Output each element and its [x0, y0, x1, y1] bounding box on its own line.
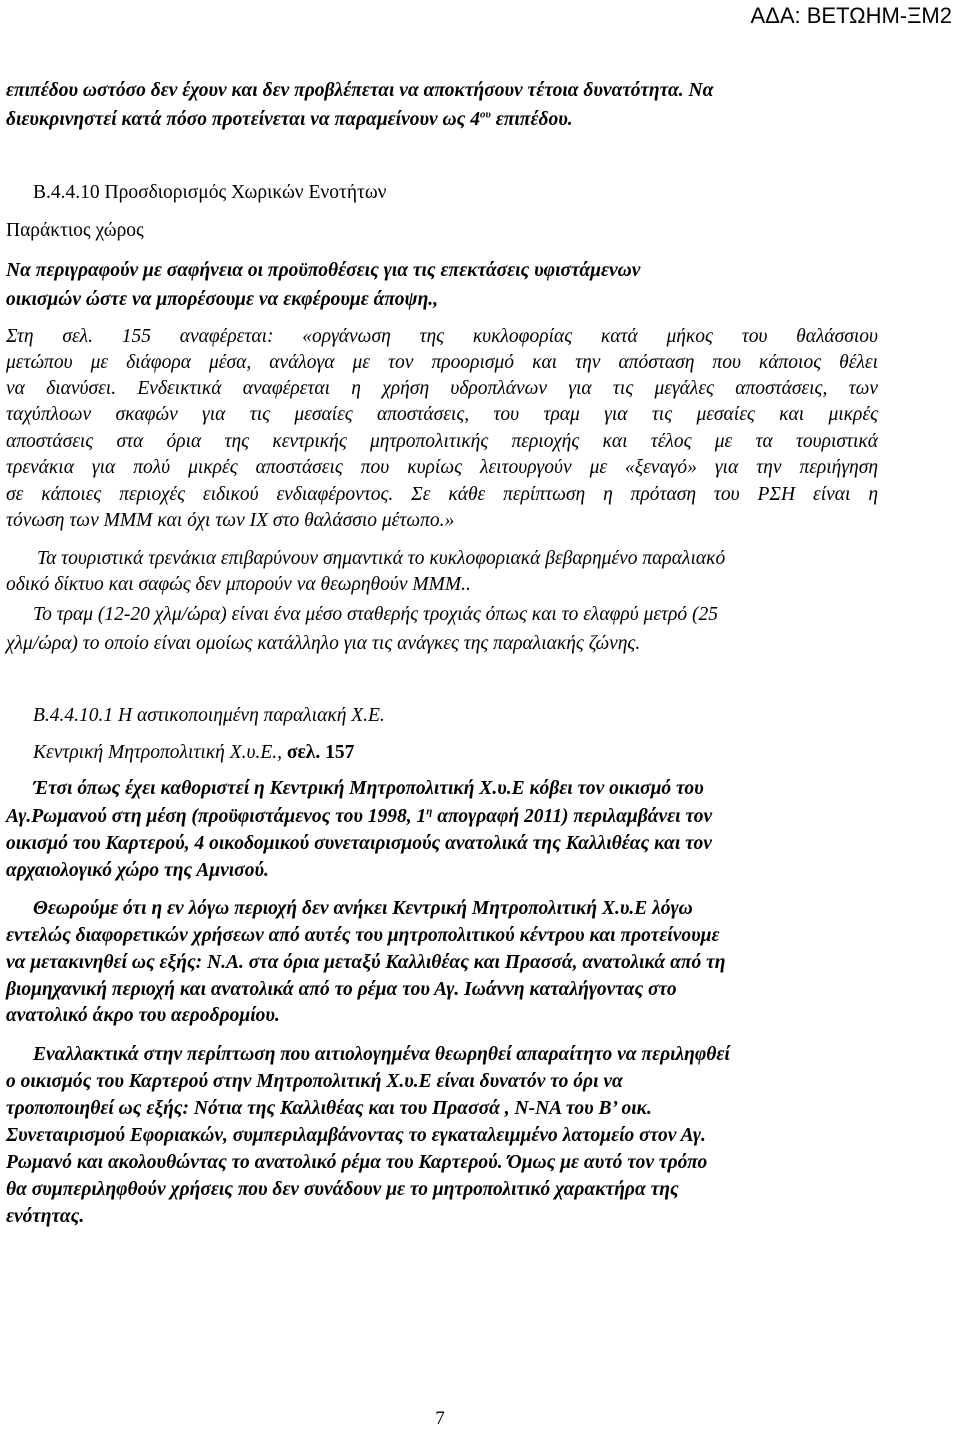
- p2-line-5: αποστάσεις στα όρια της κεντρικής μητροπολιτικής περιοχής και τέλος με τα τουριστικά: [6, 431, 878, 452]
- p5-line-2: Αγ.Ρωμανού στη μέση (προϋφιστάμενος του 1998, $1^\eta$ απογραφή 2011) περιλαμβάνει τον: [6, 805, 713, 827]
- page-number: 7: [435, 1408, 445, 1429]
- section-subheading: Παράκτιος χώρος: [6, 220, 144, 241]
- ada-code: ΑΔΑ: ΒΕΤΩΗΜ-ΞΜ2: [750, 3, 952, 28]
- p4-line-1: Το τραμ (12-20 χλμ/ώρα) είναι ένα μέσο σταθερής τροχιάς όπως και το ελαφρύ μετρό (25: [33, 604, 719, 625]
- p3-line-2: οδικό δίκτυο και σαφώς δεν μπορούν να θεωρηθούν ΜΜΜ..: [6, 574, 471, 595]
- p7-line-7: ενότητας.: [6, 1206, 85, 1227]
- p5-line-1: Έτσι όπως έχει καθοριστεί η Κεντρική Μητροπολιτική Χ.υ.Ε κόβει τον οικισμό του: [33, 778, 704, 799]
- sec1-line-2: οικισμών ώστε να μπορέσουμε να εκφέρουμε άποψη.,: [6, 289, 439, 310]
- p6-line-3: να μετακινηθεί ως εξής: Ν.Α. στα όρια μεταξύ Καλλιθέας και Πρασσά, ανατολικά από τη: [6, 952, 726, 973]
- p7-line-3: τροποποιηθεί ως εξής: Νότια της Καλλιθέας και του Πρασσά , Ν-ΝΑ του Β’ οικ.: [6, 1098, 652, 1119]
- p6-line-5: ανατολικό άκρο του αεροδρομίου.: [6, 1005, 280, 1026]
- p6-line-1: Θεωρούμε ότι η εν λόγω περιοχή δεν ανήκει Κεντρική Μητροπολιτική Χ.υ.Ε λόγω: [33, 898, 693, 919]
- p7-line-6: θα συμπεριληφθούν χρήσεις που δεν συνάδουν με το μητροπολιτικό χαρακτήρα της: [6, 1179, 679, 1200]
- p7-line-1: Εναλλακτικά στην περίπτωση που αιτιολογημένα θεωρηθεί απαραίτητο να περιληφθεί: [33, 1044, 730, 1065]
- p2-line-3: να διανύσει. Ενδεικτικά αναφέρεται η χρήση υδροπλάνων για τις μεγάλες αποστάσεις, των: [6, 378, 878, 399]
- p7-line-5: Ρωμανό και ακολουθώντας το ανατολικό ρέμα του Καρτερού. Όμως με αυτό τον τρόπο: [6, 1152, 708, 1173]
- p2-line-4: ταχύπλοων σκαφών για τις μεσαίες αποστάσεις, του τραμ για τις μεσαίες και μικρές: [6, 404, 878, 425]
- p5-line-3: οικισμό του Καρτερού, 4 οικοδομικού συνεταιρισμούς ανατολικά της Καλλιθέας και τον: [6, 833, 712, 854]
- p7-line-2: ο οικισμός του Καρτερού στην Μητροπολιτική Χ.υ.Ε είναι δυνατόν το όρι να: [6, 1071, 623, 1092]
- p6-line-2: εντελώς διαφορετικών χρήσεων από αυτές του μητροπολιτικού κέντρου και προτείνουμε: [6, 925, 720, 946]
- section2-heading: Β.4.4.10.1 Η αστικοποιημένη παραλιακή Χ.Ε.: [33, 705, 385, 726]
- p3-line-1: Τα τουριστικά τρενάκια επιβαρύνουν σημαντικά το κυκλοφοριακά βεβαρημένο παραλιακό: [37, 548, 726, 569]
- p2-line-7: σε κάποιες περιοχές ειδικού ενδιαφέροντος. Σε κάθε περίπτωση η πρόταση του ΡΣΗ είναι η: [6, 484, 878, 505]
- p6-line-4: βιομηχανική περιοχή και ανατολικά από το ρέμα του Αγ. Ιωάννη καταλήγοντας στο: [6, 979, 677, 1000]
- p4-line-2: χλμ/ώρα) το οποίο είναι ομοίως κατάλληλο για τις ανάγκες της παραλιακής ζώνης.: [6, 633, 641, 654]
- sec1-line-1: Να περιγραφούν με σαφήνεια οι προϋποθέσεις για τις επεκτάσεις υφιστάμενων: [6, 260, 641, 281]
- p2-line-2: μετώπου με διάφορα μέσα, ανάλογα με τον προορισμό και την απόσταση που κάποιος θέλει: [6, 352, 878, 373]
- p2-line-6: τρενάκια για πολύ μικρές αποστάσεις που κυρίως λειτουργούν με «ξεναγό» για την περιήγηση: [6, 457, 878, 478]
- p5-line-4: αρχαιολογικό χώρο της Αμνισού.: [6, 860, 269, 881]
- p2-line-8: τόνωση των ΜΜΜ και όχι των ΙΧ στο θαλάσσιο μέτωπο.»: [6, 510, 455, 531]
- section-heading: Β.4.4.10 Προσδιορισμός Χωρικών Ενοτήτων: [33, 182, 387, 203]
- p2-line-1: Στη σελ. 155 αναφέρεται: «οργάνωση της κυκλοφορίας κατά μήκος του θαλάσσιου: [6, 326, 878, 347]
- section2-subheading: Κεντρική Μητροπολιτική Χ.υ.Ε., σελ. 157: [33, 742, 355, 763]
- p1-line-1: επιπέδου ωστόσο δεν έχουν και δεν προβλέπεται να αποκτήσουν τέτοια δυνατότητα. Να: [6, 80, 714, 101]
- p7-line-4: Συνεταιρισμού Εφοριακών, συμπεριλαμβάνοντας το εγκαταλειμμένο λατομείο στον Αγ.: [6, 1125, 706, 1146]
- p1-line-2: διευκρινηστεί κατά πόσο προτείνεται να παραμείνουν ως $4^{o\upsilon}$ επιπέδου.: [6, 108, 573, 130]
